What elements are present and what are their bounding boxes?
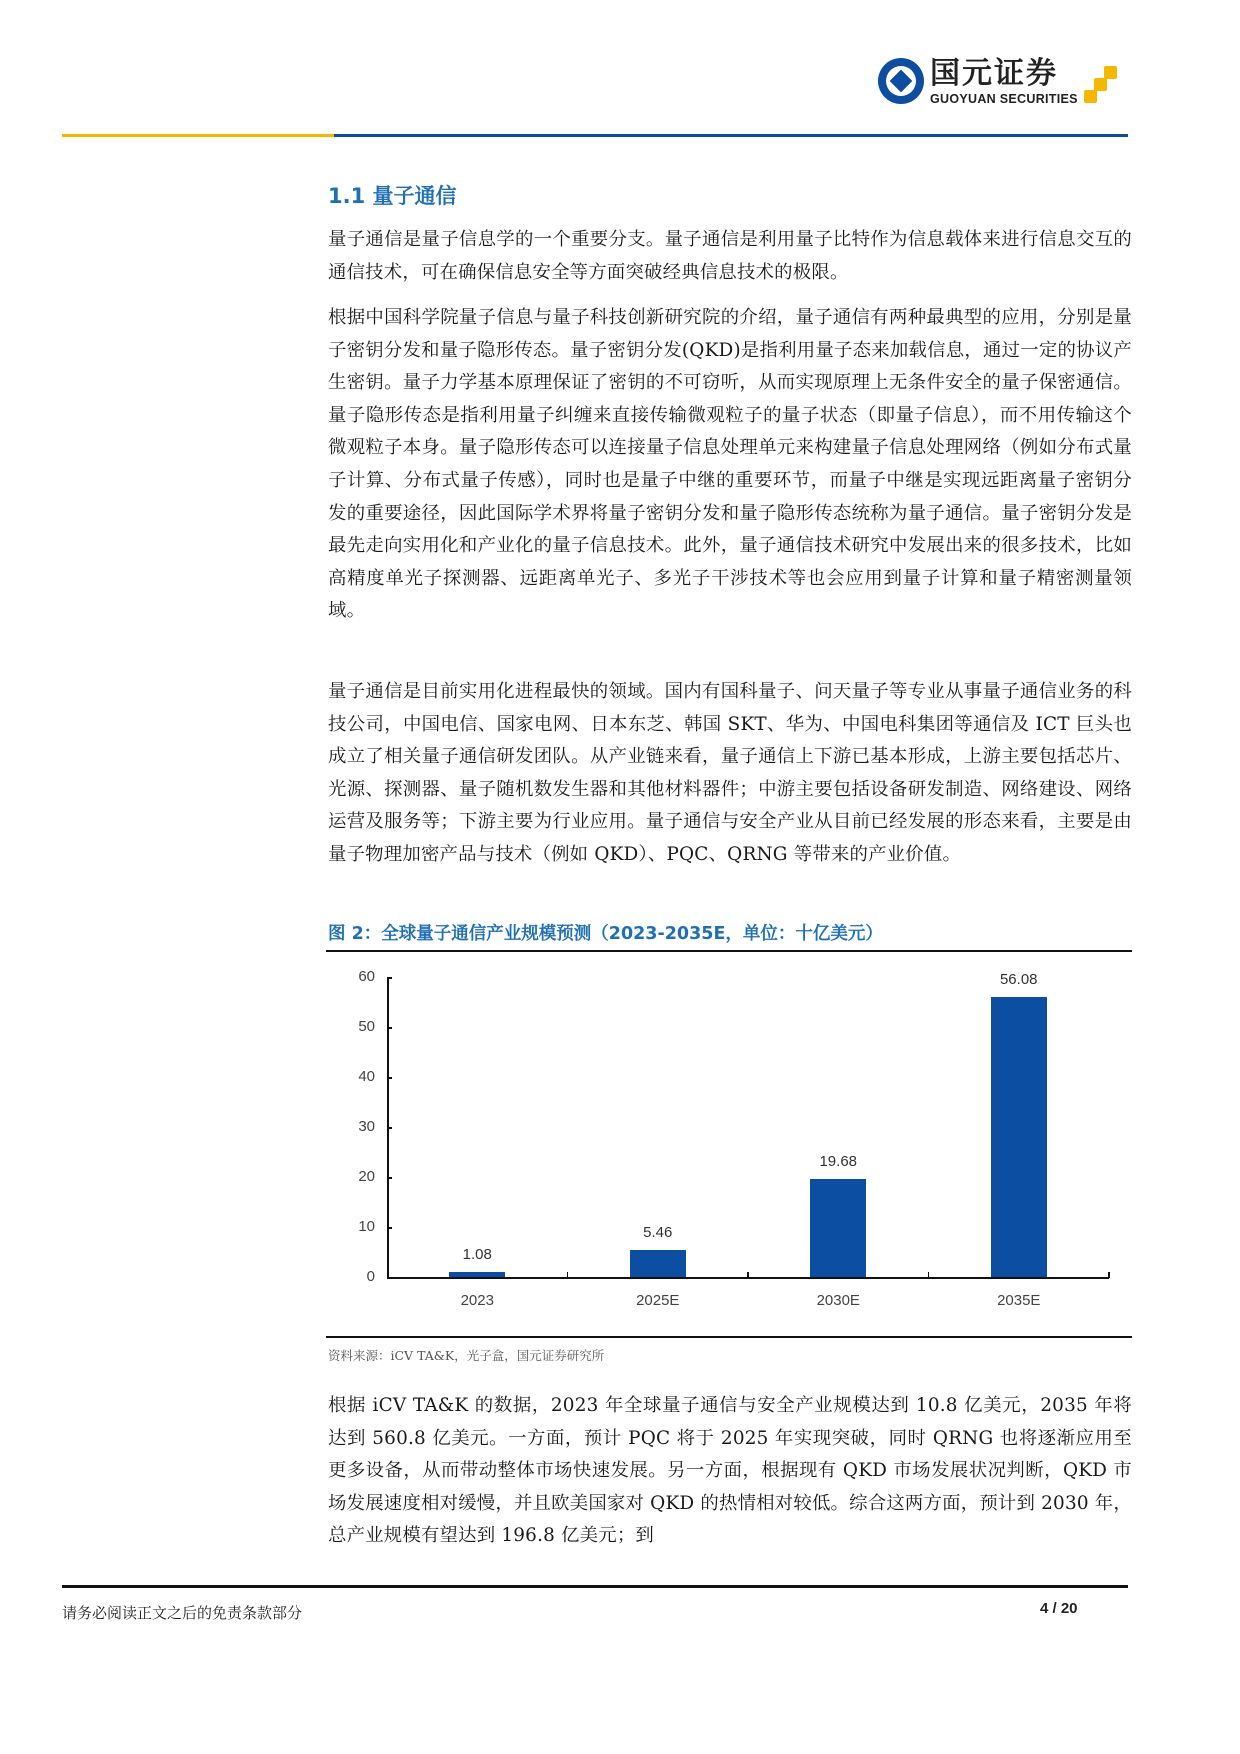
y-tick-label: 30 <box>358 1118 375 1135</box>
bar-chart <box>330 960 1130 1320</box>
header-rule-yellow <box>62 134 334 137</box>
logo-text-cn: 国元证券 <box>930 56 1058 91</box>
y-tick-mark <box>387 1027 392 1029</box>
x-category-label: 2030E <box>816 1292 860 1309</box>
bar-2035E <box>991 997 1047 1277</box>
logo-square-icon <box>1094 78 1107 91</box>
bar-2025E <box>630 1250 686 1277</box>
figure-source: 资料来源：iCV TA&K，光子盒，国元证券研究所 <box>328 1348 605 1363</box>
paragraph-market-size: 根据 iCV TA&K 的数据，2023 年全球量子通信与安全产业规模达到 10.8 亿美元，2035 年将达到 560.8 亿美元。一方面，预计 PQC 将于 2025 年实现突破，同时 QRNG 也将逐渐应用至更多设备，从而带动整体市场快速发展。另一方面，根据现有 QKD 市场发展状况判断，QKD 市场发展速度相对缓慢，并且欧美国家对 QKD 的热情相对较低。综合这两方面，预计到 2030 年，总产业规模有望达到 196.8 亿美元；到 <box>328 1395 1132 1547</box>
bar-value-label: 5.46 <box>643 1223 673 1241</box>
page-number: 4 / 20 <box>1040 1600 1078 1617</box>
y-tick-label: 20 <box>358 1168 375 1185</box>
x-category-label: 2035E <box>997 1292 1041 1309</box>
y-tick-mark <box>387 1127 392 1129</box>
y-tick-mark <box>387 1277 392 1279</box>
bar-2023 <box>449 1272 505 1277</box>
figure-rule-bottom <box>326 1336 1132 1338</box>
paragraph-applications: 根据中国科学院量子信息与量子科技创新研究院的介绍，量子通信有两种最典型的应用，分别是量子密钥分发和量子隐形传态。量子密钥分发(QKD)是指利用量子态来加载信息，通过一定的协议产生密钥。量子力学基本原理保证了密钥的不可窃听，从而实现原理上无条件安全的量子保密通信。量子隐形传态是指利用量子纠缠来直接传输微观粒子的量子状态（即量子信息），而不用传输这个微观粒子本身。量子隐形传态可以连接量子信息处理单元来构建量子信息处理网络（例如分布式量子计算、分布式量子传感），同时也是量子中继的重要环节，而量子中继是实现远距离量子密钥分发的重要途径，因此国际学术界将量子密钥分发和量子隐形传态统称为量子通信。量子密钥分发是最先走向实用化和产业化的量子信息技术。此外，量子通信技术研究中发展出来的很多技术，比如高精度单光子探测器、远距离单光子、多光子干涉技术等也会应用到量子计算和量子精密测量领域。 <box>328 307 1132 622</box>
y-tick-mark <box>387 1177 392 1179</box>
paragraph-industry: 量子通信是目前实用化进程最快的领域。国内有国科量子、问天量子等专业从事量子通信业务的科技公司，中国电信、国家电网、日本东芝、韩国 SKT、华为、中国电科集团等通信及 ICT 巨头也成立了相关量子通信研发团队。从产业链来看，量子通信上下游已基本形成，上游主要包括芯片、光源、探测器、量子随机数发生器和其他材料器件；中游主要包括设备研发制造、网络建设、网络运营及服务等；下游主要为行业应用。量子通信与安全产业从目前已经发展的形态来看，主要是由量子物理加密产品与技术（例如 QKD）、PQC、QRNG 等带来的产业价值。 <box>328 681 1132 865</box>
logo-square-icon <box>1104 66 1117 79</box>
y-tick-mark <box>387 977 392 979</box>
figure-title: 图 2：全球量子通信产业规模预测（2023-2035E，单位：十亿美元） <box>328 924 883 944</box>
y-tick-mark <box>387 1077 392 1079</box>
footer-disclaimer: 请务必阅读正文之后的免责条款部分 <box>62 1604 303 1622</box>
bar-value-label: 19.68 <box>819 1152 858 1170</box>
x-category-label: 2025E <box>636 1292 680 1309</box>
logo-emblem-icon <box>878 58 924 104</box>
paragraph-intro: 量子通信是量子信息学的一个重要分支。量子通信是利用量子比特作为信息载体来进行信息交互的通信技术，可在确保信息安全等方面突破经典信息技术的极限。 <box>328 229 1132 283</box>
x-tick-mark <box>1108 1272 1110 1278</box>
footer-rule <box>62 1585 1128 1588</box>
bar-2030E <box>810 1179 866 1277</box>
x-tick-mark <box>747 1272 749 1278</box>
x-tick-mark <box>928 1272 930 1278</box>
logo-text-en: GUOYUAN SECURITIES <box>930 92 1078 106</box>
y-tick-label: 40 <box>358 1068 375 1085</box>
y-tick-label: 60 <box>358 968 375 985</box>
bar-value-label: 56.08 <box>999 970 1038 988</box>
section-title: 1.1 量子通信 <box>328 184 457 208</box>
company-logo <box>878 56 1138 116</box>
bar-value-label: 1.08 <box>462 1245 492 1263</box>
logo-square-icon <box>1084 90 1097 103</box>
figure-rule-top <box>326 950 1132 952</box>
header-rule-blue <box>334 134 1128 137</box>
y-tick-mark <box>387 1227 392 1229</box>
x-category-label: 2023 <box>460 1292 494 1309</box>
y-tick-label: 50 <box>358 1018 375 1035</box>
x-tick-mark <box>567 1272 569 1278</box>
y-tick-label: 0 <box>366 1268 375 1285</box>
y-tick-label: 10 <box>358 1218 375 1235</box>
